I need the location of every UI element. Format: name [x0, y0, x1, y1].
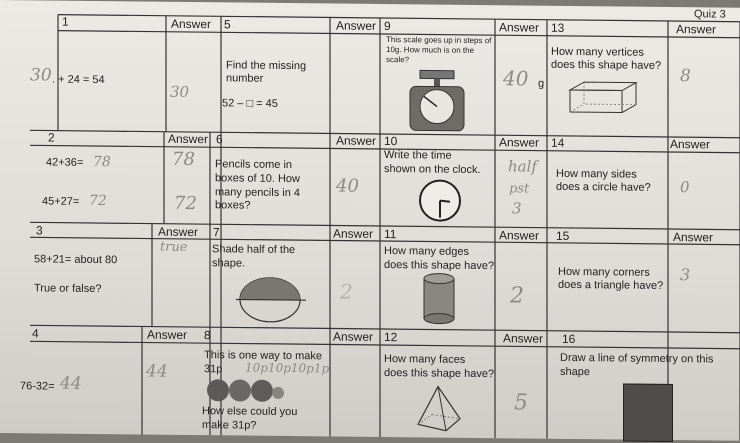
q1-number: 1 [62, 14, 69, 29]
q7-answer: 2 [340, 279, 353, 304]
answer-label-q13: Answer [676, 22, 717, 37]
q10-number: 10 [384, 134, 398, 149]
q2-hand1: 78 [93, 153, 111, 171]
q8-line3: How else could you [202, 405, 298, 419]
q5-line1: Find the missing [226, 59, 307, 73]
q2-answer1: 78 [172, 148, 195, 171]
q3-number: 3 [36, 223, 43, 238]
q1-handwritten-blank: 30 [30, 65, 52, 86]
q16-number: 16 [562, 331, 576, 347]
q15-line1: How many corners [558, 265, 650, 279]
half-shaded-circle [236, 274, 306, 325]
q3-answer: true [160, 239, 188, 255]
q6-number: 6 [216, 132, 223, 147]
answer-label-q5: Answer [336, 18, 377, 33]
q4-line1: 76-32= [20, 380, 55, 393]
q11-line2: does this shape have? [384, 259, 495, 273]
q13-line2: does this shape have? [551, 58, 662, 72]
q1-equation: . + 24 = 54 [52, 73, 105, 87]
q6-line4: boxes? [215, 199, 251, 212]
q6-line2: boxes of 10. How [215, 172, 300, 186]
q16-line2: shape [560, 365, 590, 379]
q6-line1: Pencils come in [215, 158, 293, 172]
q13-answer: 8 [680, 66, 691, 87]
cuboid-icon [566, 78, 642, 119]
q5-number: 5 [224, 17, 231, 32]
q12-answer: 5 [514, 390, 528, 416]
quiz-label: Quiz 3 [694, 8, 726, 21]
q9-line2: 10g. How much is on the [386, 45, 475, 55]
answer-label-q7: Answer [333, 226, 374, 241]
q9-answer: 40 [503, 66, 529, 91]
answer-label-q2: Answer [168, 131, 209, 147]
q6-answer: 40 [336, 175, 359, 197]
q4-hand1: 44 [60, 373, 82, 394]
q6-line3: many pencils in 4 [215, 186, 300, 200]
q14-line2: does a circle have? [556, 180, 651, 194]
q5-equation: 52 – □ = 45 [222, 97, 278, 110]
q2-line1: 42+36= [46, 156, 84, 169]
q13-line1: How many vertices [551, 45, 644, 59]
q8-line4: make 31p? [202, 419, 257, 432]
cylinder-icon [420, 270, 460, 326]
q8-line1: This is one way to make [204, 349, 322, 363]
q11-answer: 2 [510, 283, 524, 309]
answer-label-q8: Answer [333, 329, 374, 344]
answer-label-q4: Answer [147, 327, 188, 342]
q8-number: 8 [204, 328, 211, 343]
q7-line1: Shade half of the [212, 243, 296, 257]
q8-line2: 31p [204, 363, 223, 376]
q2-number: 2 [48, 130, 55, 145]
answer-label-q1: Answer [171, 16, 212, 32]
answer-label-q12: Answer [503, 331, 544, 346]
q4-number: 4 [32, 326, 39, 341]
rectangle-shape [623, 384, 673, 443]
q12-line1: How many faces [384, 353, 466, 366]
answer-label-q15: Answer [673, 230, 714, 245]
q10-answer2: pst [509, 181, 530, 197]
q16-line1: Draw a line of symmetry on this [560, 351, 714, 366]
pyramid-icon [414, 384, 464, 435]
clock-icon [416, 176, 466, 227]
q8-hand-work: 10p10p10p1p [245, 360, 330, 376]
q11-number: 11 [384, 227, 397, 242]
q1-answer: 30 [170, 82, 190, 101]
answer-label-q14: Answer [670, 137, 711, 152]
q12-line2: does this shape have? [384, 367, 495, 381]
weighing-scale-icon [404, 68, 470, 133]
q9-unit: g [538, 77, 545, 90]
q3-line2: True or false? [34, 282, 102, 296]
q9-line3: scale? [386, 55, 410, 65]
q7-line2: shape. [212, 257, 246, 270]
q2-line2: 45+27= [42, 195, 80, 208]
q15-answer: 3 [680, 265, 691, 285]
q2-answer2: 72 [174, 192, 197, 215]
answer-label-q6: Answer [336, 133, 377, 148]
answer-label-q11: Answer [499, 228, 540, 243]
q3-line1: 58+21= about 80 [34, 253, 118, 267]
q9-line1: This scale goes up in steps of [386, 35, 492, 46]
q14-number: 14 [551, 135, 565, 150]
answer-label-q9: Answer [499, 20, 540, 35]
q10-line1: Write the time [384, 149, 452, 162]
answer-label-q10: Answer [499, 135, 540, 150]
q12-number: 12 [384, 330, 398, 345]
q5-line2: number [226, 72, 264, 85]
q14-answer: 0 [680, 178, 690, 197]
q4-answer: 44 [146, 361, 168, 382]
q11-line1: How many edges [384, 245, 469, 258]
q10-line2: shown on the clock. [384, 163, 481, 177]
answer-label-q3: Answer [158, 224, 199, 240]
q10-answer3: 3 [512, 199, 522, 218]
coins-illustration [206, 376, 286, 405]
q10-answer1: half [508, 157, 537, 176]
q13-number: 13 [551, 20, 565, 35]
q7-number: 7 [213, 225, 220, 240]
q9-number: 9 [384, 19, 391, 34]
q15-number: 15 [556, 228, 570, 243]
q2-hand2: 72 [89, 192, 107, 210]
q15-line2: does a triangle have? [558, 278, 664, 292]
q14-line1: How many sides [556, 167, 637, 181]
